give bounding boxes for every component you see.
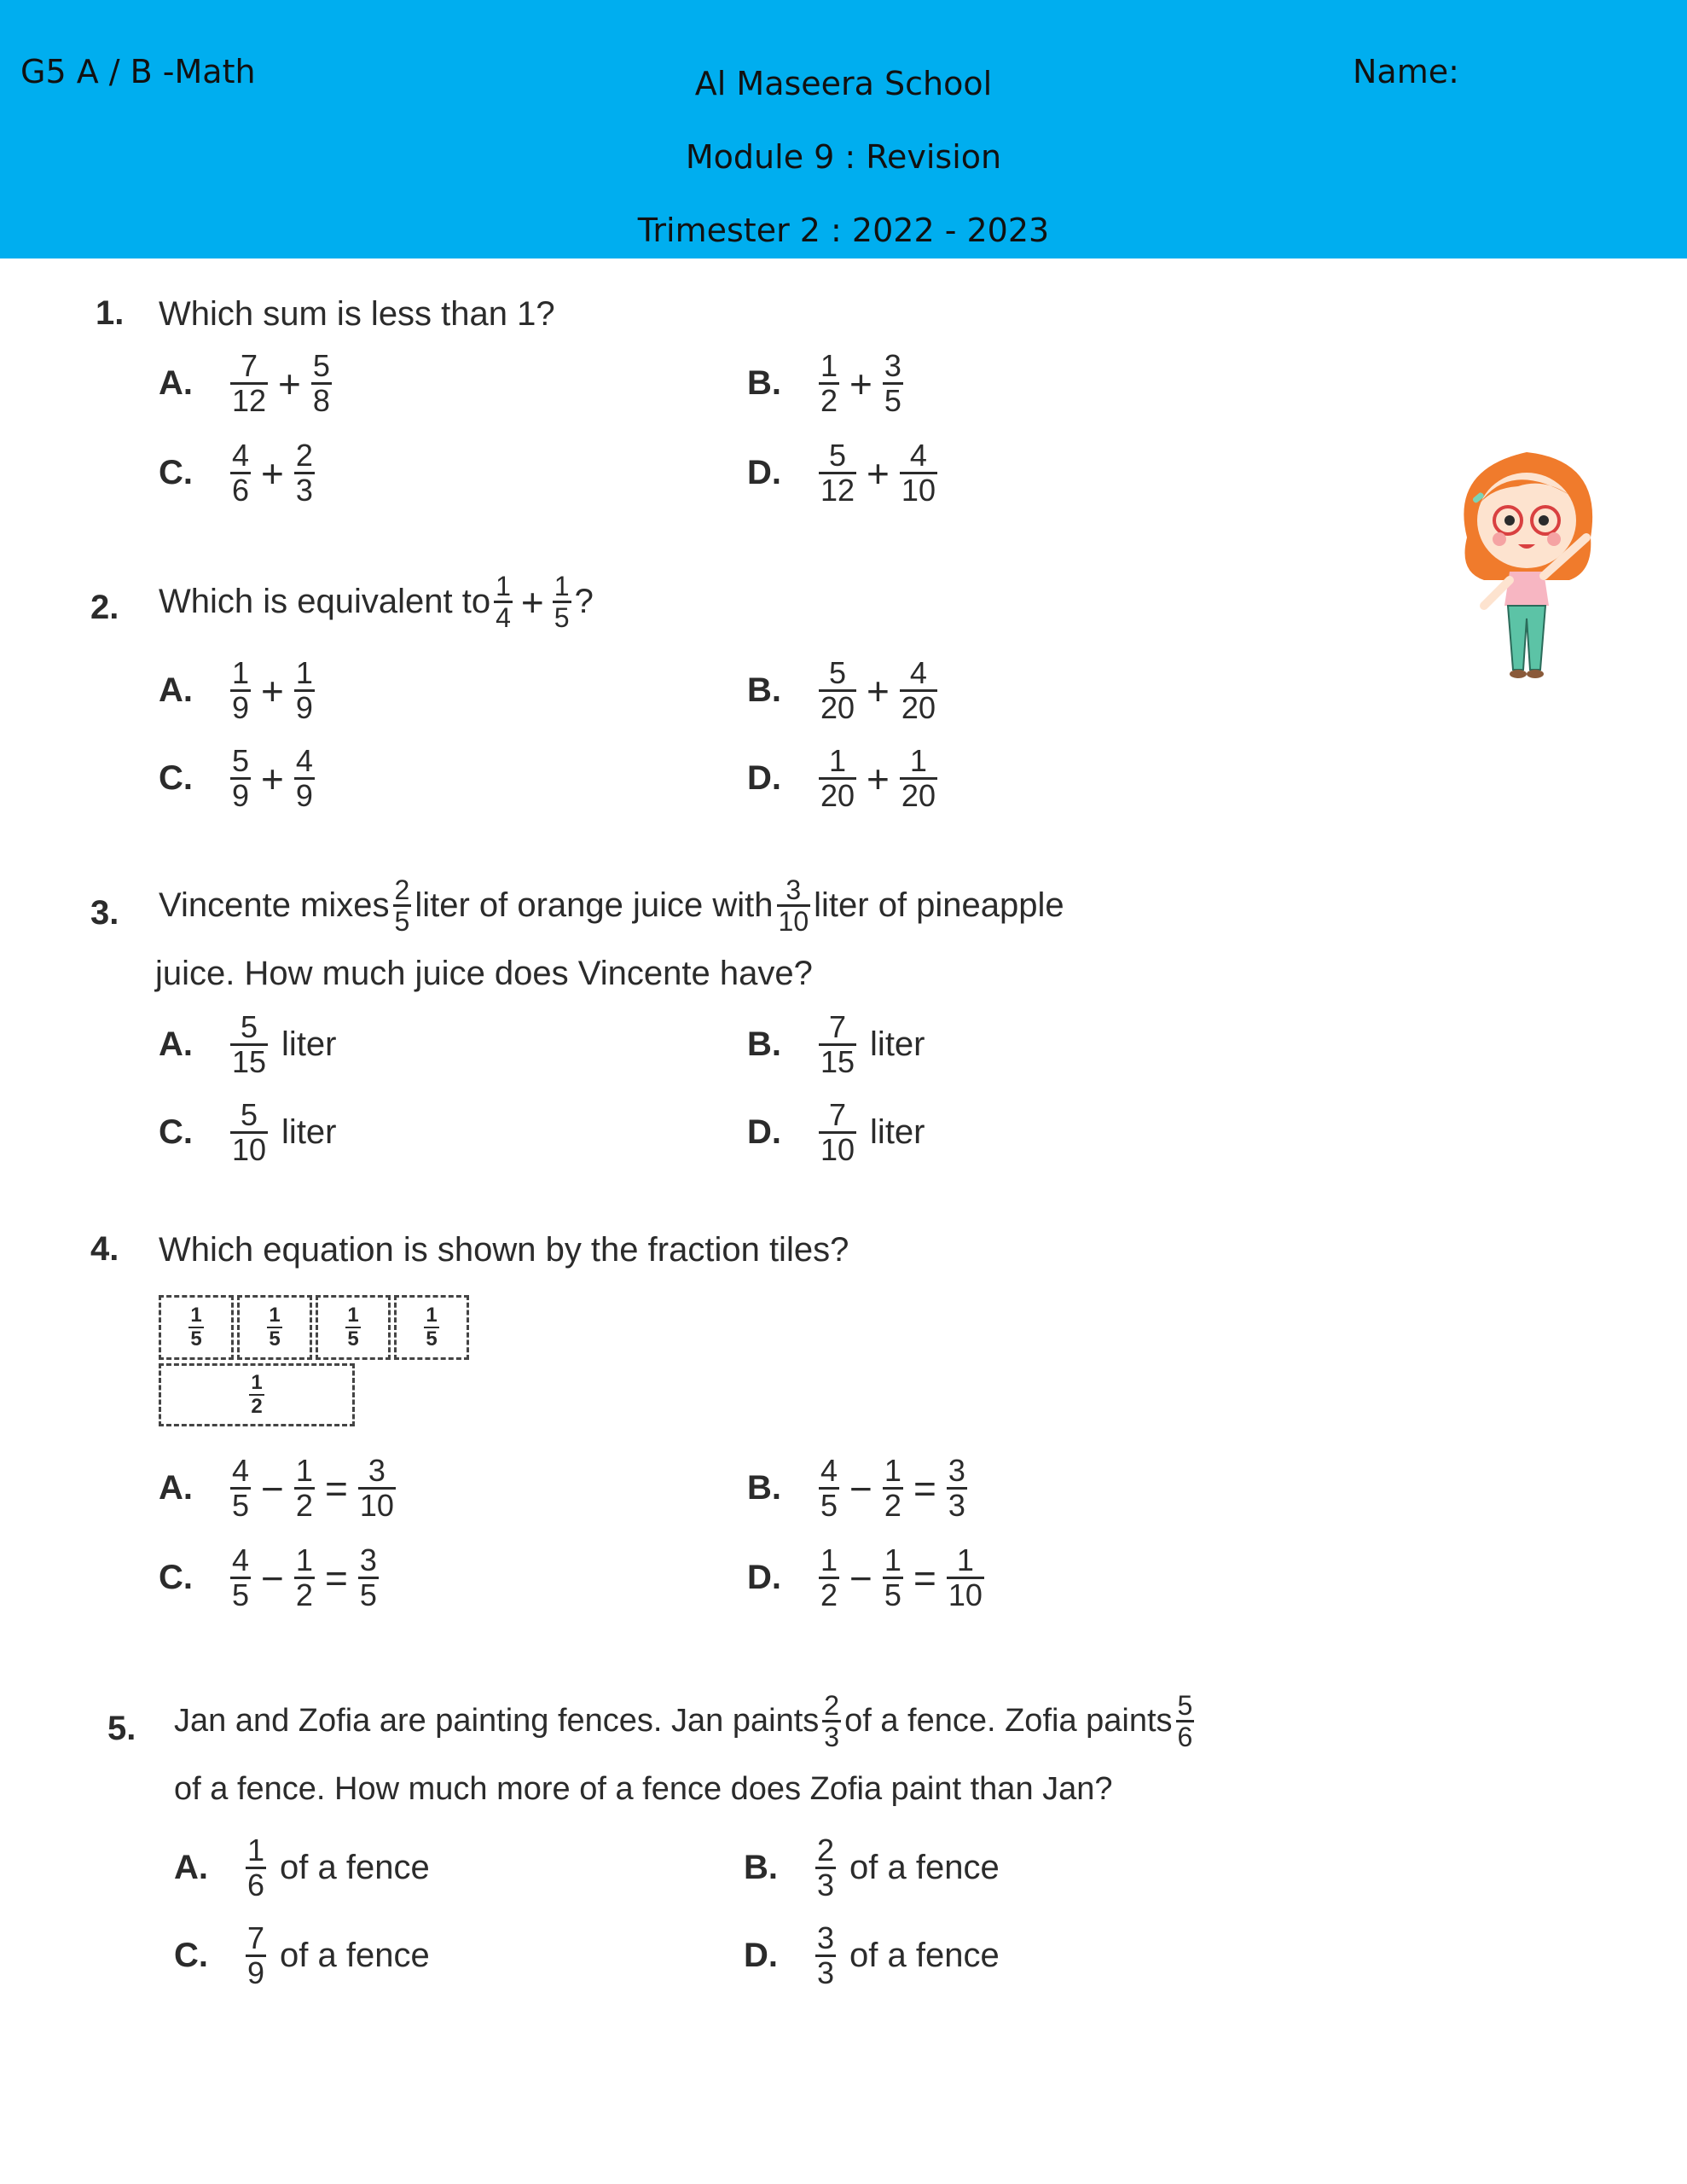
fraction: $\frac{3}{10}$	[359, 1453, 394, 1523]
module-title: Module 9 : Revision	[685, 138, 1002, 176]
tile-one-half: $\frac{1}{2}$	[159, 1363, 355, 1426]
fraction: $\frac{2}{3}$	[295, 438, 313, 508]
question-4-option-a[interactable]: A. $\frac{4}{5}$ − $\frac{1}{2}$ = $\frac{3}{10}$	[159, 1453, 394, 1523]
question-5-option-d[interactable]: D. $\frac{3}{3}$ of a fence	[744, 1920, 1000, 1990]
term-label: Trimester 2 : 2022 - 2023	[637, 212, 1050, 249]
question-4-option-b[interactable]: B. $\frac{4}{5}$ − $\frac{1}{2}$ = $\frac{3}{3}$	[747, 1453, 965, 1523]
fraction: $\frac{4}{5}$	[232, 1453, 250, 1523]
question-1-option-d[interactable]: D. $\frac{5}{12}$ + $\frac{4}{10}$	[747, 438, 936, 508]
fraction: $\frac{5}{6}$	[1177, 1690, 1193, 1752]
fraction: $\frac{5}{15}$	[232, 1009, 267, 1079]
fraction: $\frac{1}{2}$	[820, 348, 838, 418]
fraction: $\frac{4}{9}$	[295, 743, 313, 813]
question-3-option-b[interactable]: B. $\frac{7}{15}$ liter	[747, 1009, 925, 1079]
fraction: $\frac{5}{9}$	[232, 743, 250, 813]
question-2-option-c[interactable]: C. $\frac{5}{9}$ + $\frac{4}{9}$	[159, 743, 313, 813]
question-5-number: 5.	[107, 1710, 136, 1747]
fraction: $\frac{1}{5}$	[554, 571, 570, 633]
question-4-text: Which equation is shown by the fraction tiles?	[159, 1231, 849, 1269]
question-3-number: 3.	[90, 894, 119, 932]
question-4-option-d[interactable]: D. $\frac{1}{2}$ − $\frac{1}{5}$ = $\frac{1}{10}$	[747, 1542, 983, 1612]
question-1-text: Which sum is less than 1?	[159, 295, 555, 333]
tile-one-fifth: $\frac{1}{5}$	[237, 1295, 312, 1360]
school-name: Al Maseera School	[694, 65, 993, 102]
question-5-text-line1: Jan and Zofia are painting fences. Jan paints $\frac{2}{3}$ of a fence. Zofia paints $\frac{5}{6}$	[174, 1690, 1193, 1752]
question-5-text-line2: of a fence. How much more of a fence does Zofia paint than Jan?	[174, 1771, 1113, 1807]
fraction: $\frac{5}{8}$	[312, 348, 330, 418]
fraction: $\frac{3}{3}$	[948, 1453, 965, 1523]
question-5-option-a[interactable]: A. $\frac{1}{6}$ of a fence	[174, 1833, 430, 1902]
fraction: $\frac{3}{3}$	[817, 1920, 835, 1990]
fraction: $\frac{1}{6}$	[247, 1833, 265, 1902]
fraction: $\frac{2}{5}$	[394, 874, 410, 937]
fraction: $\frac{5}{20}$	[820, 655, 855, 725]
fraction: $\frac{7}{9}$	[247, 1920, 265, 1990]
name-label: Name:	[1353, 53, 1459, 90]
fraction: $\frac{7}{15}$	[820, 1009, 855, 1079]
fraction: $\frac{3}{10}$	[778, 874, 809, 937]
tile-one-fifth: $\frac{1}{5}$	[316, 1295, 391, 1360]
question-3-option-d[interactable]: D. $\frac{7}{10}$ liter	[747, 1097, 925, 1167]
fraction: $\frac{3}{5}$	[884, 348, 901, 418]
fraction: $\frac{1}{9}$	[232, 655, 250, 725]
fraction: $\frac{1}{2}$	[820, 1542, 838, 1612]
fraction: $\frac{1}{2}$	[295, 1453, 313, 1523]
fraction: $\frac{1}{4}$	[496, 571, 511, 633]
question-1-number: 1.	[96, 294, 125, 332]
question-5-option-c[interactable]: C. $\frac{7}{9}$ of a fence	[174, 1920, 430, 1990]
question-2-number: 2.	[90, 589, 119, 626]
question-1-option-b[interactable]: B. $\frac{1}{2}$ + $\frac{3}{5}$	[747, 348, 901, 418]
question-3-text-line1: Vincente mixes $\frac{2}{5}$ liter of orange juice with $\frac{3}{10}$ liter of pineapple	[159, 874, 1064, 937]
question-3-option-c[interactable]: C. $\frac{5}{10}$ liter	[159, 1097, 337, 1167]
fraction: $\frac{4}{10}$	[901, 438, 936, 508]
fraction: $\frac{7}{12}$	[232, 348, 267, 418]
fraction: $\frac{2}{3}$	[817, 1833, 835, 1902]
header-band	[0, 0, 1687, 258]
fraction: $\frac{3}{5}$	[359, 1542, 377, 1612]
question-4-option-c[interactable]: C. $\frac{4}{5}$ − $\frac{1}{2}$ = $\frac{3}{5}$	[159, 1542, 377, 1612]
question-2-text: Which is equivalent to $\frac{1}{4}$ + $\frac{1}{5}$ ?	[159, 571, 594, 633]
fraction: $\frac{5}{12}$	[820, 438, 855, 508]
fraction: $\frac{1}{20}$	[901, 743, 936, 813]
tile-one-fifth: $\frac{1}{5}$	[394, 1295, 469, 1360]
question-3-text-line2: juice. How much juice does Vincente have?	[155, 955, 813, 992]
girl-illustration	[1441, 435, 1612, 682]
tile-one-fifth: $\frac{1}{5}$	[159, 1295, 234, 1360]
class-label: G5 A / B -Math	[20, 53, 256, 90]
fraction: $\frac{2}{3}$	[824, 1690, 840, 1752]
question-1-option-c[interactable]: C. $\frac{4}{6}$ + $\frac{2}{3}$	[159, 438, 313, 508]
fraction: $\frac{4}{5}$	[232, 1542, 250, 1612]
fraction: $\frac{7}{10}$	[820, 1097, 855, 1167]
fraction: $\frac{1}{2}$	[884, 1453, 901, 1523]
fraction: $\frac{4}{5}$	[820, 1453, 838, 1523]
question-2-option-b[interactable]: B. $\frac{5}{20}$ + $\frac{4}{20}$	[747, 655, 936, 725]
fraction: $\frac{1}{10}$	[948, 1542, 983, 1612]
question-2-option-d[interactable]: D. $\frac{1}{20}$ + $\frac{1}{20}$	[747, 743, 936, 813]
question-4-number: 4.	[90, 1230, 119, 1268]
question-5-option-b[interactable]: B. $\frac{2}{3}$ of a fence	[744, 1833, 1000, 1902]
fraction: $\frac{1}{5}$	[884, 1542, 901, 1612]
fraction: $\frac{4}{6}$	[232, 438, 250, 508]
fraction: $\frac{1}{2}$	[295, 1542, 313, 1612]
question-2-option-a[interactable]: A. $\frac{1}{9}$ + $\frac{1}{9}$	[159, 655, 313, 725]
fraction: $\frac{1}{20}$	[820, 743, 855, 813]
fraction: $\frac{5}{10}$	[232, 1097, 267, 1167]
question-1-option-a[interactable]: A. $\frac{7}{12}$ + $\frac{5}{8}$	[159, 348, 330, 418]
fraction: $\frac{4}{20}$	[901, 655, 936, 725]
fraction: $\frac{1}{9}$	[295, 655, 313, 725]
question-3-option-a[interactable]: A. $\frac{5}{15}$ liter	[159, 1009, 337, 1079]
